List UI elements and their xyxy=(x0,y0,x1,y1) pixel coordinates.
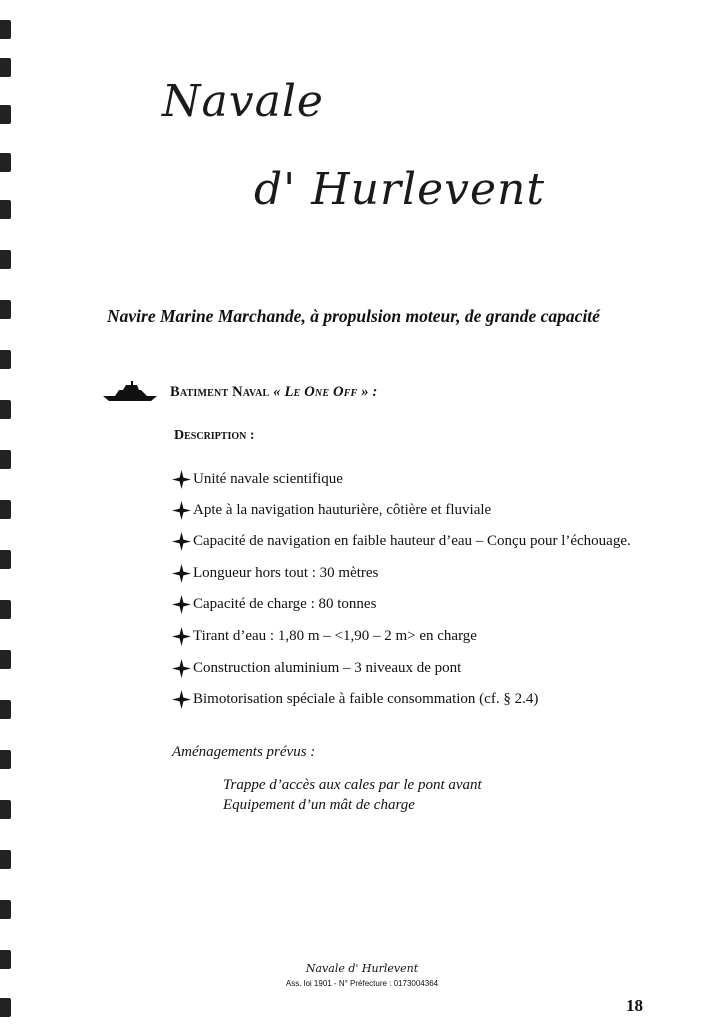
four-point-star-icon xyxy=(172,690,191,709)
four-point-star-icon xyxy=(172,595,191,614)
binding-hole xyxy=(0,153,11,172)
list-item xyxy=(172,470,343,489)
list-item xyxy=(172,532,631,551)
list-item xyxy=(172,501,491,520)
list-item-text: Capacité de navigation en faible hauteur d’eau – Conçu pour l’échouage. xyxy=(193,533,631,549)
binding-hole xyxy=(0,350,11,369)
spiral-binding xyxy=(0,0,14,1024)
section-prefix: Batiment Naval xyxy=(170,384,270,400)
list-item xyxy=(172,595,376,614)
binding-hole xyxy=(0,250,11,269)
four-point-star-icon xyxy=(172,501,191,520)
ship-icon xyxy=(101,380,161,402)
amenagements-list xyxy=(223,775,482,815)
binding-hole xyxy=(0,700,11,719)
title-line-2: d' Hurlevent xyxy=(254,164,546,215)
four-point-star-icon xyxy=(172,659,191,678)
section-heading xyxy=(170,384,378,401)
binding-hole xyxy=(0,20,11,39)
list-item-text: Longueur hors tout : 30 mètres xyxy=(193,565,379,581)
four-point-star-icon xyxy=(172,532,191,551)
four-point-star-icon xyxy=(172,564,191,583)
list-item-text: Capacité de charge : 80 tonnes xyxy=(193,596,377,612)
binding-hole xyxy=(0,300,11,319)
binding-hole xyxy=(0,650,11,669)
amenagement-item: Trappe d’accès aux cales par le pont avant xyxy=(223,777,482,793)
binding-hole xyxy=(0,800,11,819)
document-subtitle: Navire Marine Marchande, à propulsion moteur, de grande capacité xyxy=(107,306,600,326)
list-item-text: Unité navale scientifique xyxy=(193,471,343,487)
four-point-star-icon xyxy=(172,627,191,646)
page-number: 18 xyxy=(626,996,643,1015)
binding-hole xyxy=(0,900,11,919)
binding-hole xyxy=(0,58,11,77)
four-point-star-icon xyxy=(172,470,191,489)
list-item xyxy=(172,659,461,678)
binding-hole xyxy=(0,750,11,769)
list-item-text: Tirant d’eau : 1,80 m – <1,90 – 2 m> en charge xyxy=(193,628,477,644)
footer-registration: Ass. loi 1901 - N° Préfecture : 0173004364 xyxy=(285,979,439,988)
section-vessel-name: « Le One Off » : xyxy=(273,384,378,400)
list-item-text: Apte à la navigation hauturière, côtière et fluviale xyxy=(193,502,492,518)
binding-hole xyxy=(0,450,11,469)
list-item-text: Construction aluminium – 3 niveaux de pont xyxy=(193,660,462,676)
list-item xyxy=(172,564,378,583)
binding-hole xyxy=(0,105,11,124)
binding-hole xyxy=(0,200,11,219)
list-item xyxy=(172,627,477,646)
binding-hole xyxy=(0,500,11,519)
binding-hole xyxy=(0,550,11,569)
binding-hole xyxy=(0,600,11,619)
title-line-1: Navale xyxy=(162,76,324,127)
amenagement-item: Equipement d’un mât de charge xyxy=(223,797,415,813)
list-item xyxy=(172,690,538,709)
binding-hole xyxy=(0,998,11,1017)
binding-hole xyxy=(0,400,11,419)
binding-hole xyxy=(0,850,11,869)
footer-logo: Navale d' Hurlevent xyxy=(305,962,419,975)
list-item-text: Bimotorisation spéciale à faible consommation (cf. § 2.4) xyxy=(193,691,539,707)
description-heading: Description : xyxy=(174,428,255,443)
amenagements-heading: Aménagements prévus : xyxy=(172,744,316,760)
